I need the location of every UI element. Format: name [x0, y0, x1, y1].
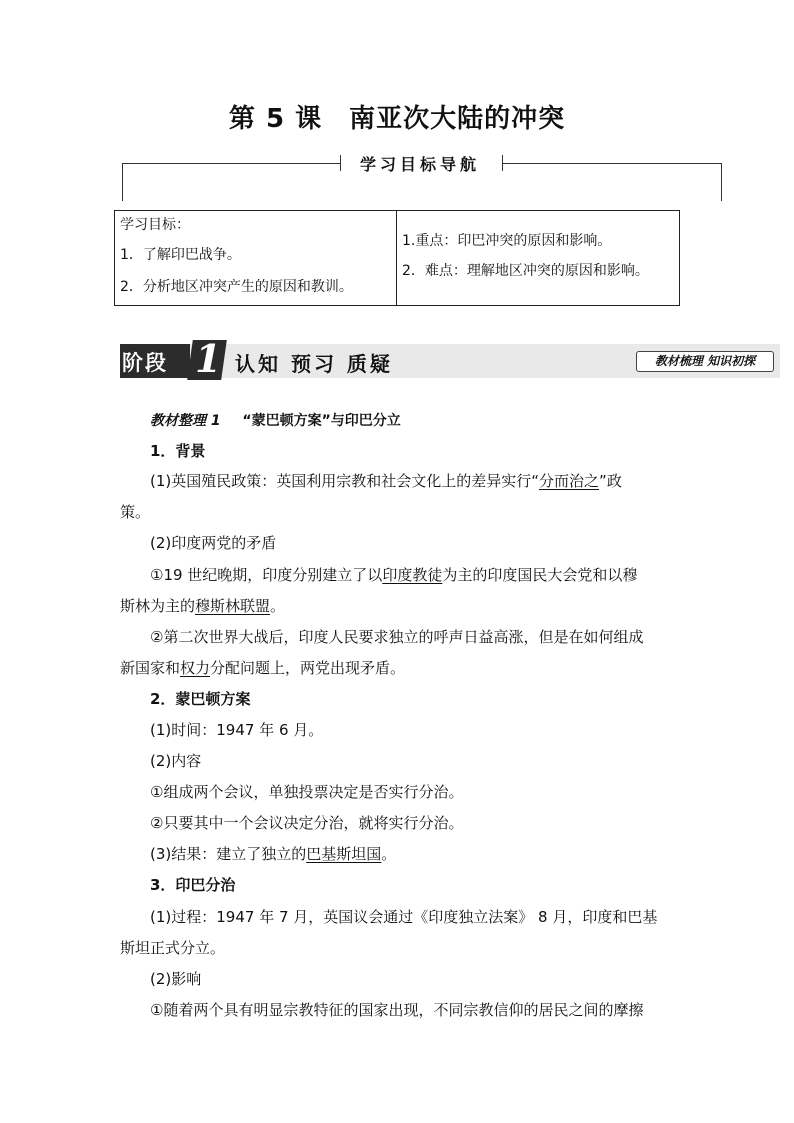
paragraph-line: (1)时间：1947 年 6 月。	[150, 721, 324, 739]
goal-left-item: 2．分析地区冲突产生的原因和教训。	[120, 279, 353, 295]
paragraph-line: ②只要其中一个会议决定分治，就将实行分治。	[150, 814, 464, 832]
goal-left-item: 1．了解印巴战争。	[120, 247, 241, 263]
paragraph-line: ②第二次世界大战后，印度人民要求独立的呼声日益高涨，但是在如何组成	[150, 628, 644, 646]
text-run: (1)英国殖民政策：英国利用宗教和社会文化上的差异实行“	[150, 472, 540, 490]
answer-blank: 穆斯林联盟	[195, 597, 271, 615]
goal-table-divider	[396, 210, 397, 306]
nav-bracket-tick-left	[340, 155, 341, 171]
heading-background: 1．背景	[150, 442, 206, 460]
paragraph-line: (2)影响	[150, 970, 202, 988]
paragraph-line: (1)过程：1947 年 7 月，英国议会通过《印度独立法案》 8 月，印度和巴基	[150, 908, 658, 926]
text-run: 分配问题上，两党出现矛盾。	[210, 659, 406, 677]
section-heading-prefix: 教材整理 1	[150, 413, 221, 429]
goal-left-header: 学习目标：	[120, 217, 190, 233]
answer-blank: 印度教徒	[382, 566, 443, 584]
paragraph-line: (2)内容	[150, 752, 202, 770]
paragraph-line: (2)印度两党的矛盾	[150, 534, 277, 552]
paragraph-line: 策。	[120, 503, 151, 521]
paragraph-line	[150, 470, 622, 491]
section-heading	[150, 410, 401, 430]
nav-bracket-tick-right	[502, 155, 503, 171]
paragraph-line: 斯坦正式分立。	[120, 939, 226, 957]
paragraph-line	[150, 564, 637, 585]
goal-right-item: 2．难点：理解地区冲突的原因和影响。	[402, 263, 649, 279]
page-title: 第 5 课 南亚次大陆的冲突	[228, 104, 566, 134]
stage-tag: 教材梳理 知识初探	[636, 351, 774, 372]
section-heading-title: “蒙巴顿方案”与印巴分立	[242, 413, 401, 429]
text-run: 斯林为主的	[120, 597, 196, 615]
paragraph-line	[120, 595, 285, 616]
nav-bracket-top-right	[502, 163, 722, 164]
text-run: ①19 世纪晚期，印度分别建立了以	[150, 566, 383, 584]
paragraph-line	[150, 843, 396, 864]
nav-bracket-right	[721, 163, 722, 201]
answer-blank: 分而治之	[539, 472, 600, 490]
paragraph-line: ①组成两个会议，单独投票决定是否实行分治。	[150, 783, 464, 801]
text-run: 为主的印度国民大会党和以穆	[442, 566, 638, 584]
stage-label: 阶段	[122, 350, 168, 375]
goal-right-item: 1.重点：印巴冲突的原因和影响。	[402, 233, 612, 249]
text-run: 。	[270, 597, 286, 615]
stage-title: 认知 预习 质疑	[235, 352, 393, 376]
text-run: 。	[381, 845, 397, 863]
heading-mountbatten: 2．蒙巴顿方案	[150, 690, 251, 708]
nav-bracket-left	[122, 163, 123, 201]
answer-blank: 巴基斯坦国	[306, 845, 382, 863]
heading-partition: 3．印巴分治	[150, 876, 236, 894]
nav-label: 学习目标导航	[359, 155, 480, 174]
nav-bracket-top-left	[122, 163, 340, 164]
paragraph-line	[120, 657, 405, 678]
text-run: (3)结果：建立了独立的	[150, 845, 307, 863]
text-run: ”政	[599, 472, 622, 490]
stage-number: 1	[195, 336, 222, 381]
paragraph-line: ①随着两个具有明显宗教特征的国家出现，不同宗教信仰的居民之间的摩擦	[150, 1001, 644, 1019]
text-run: 新国家和	[120, 659, 181, 677]
answer-blank: 权力	[180, 659, 211, 677]
